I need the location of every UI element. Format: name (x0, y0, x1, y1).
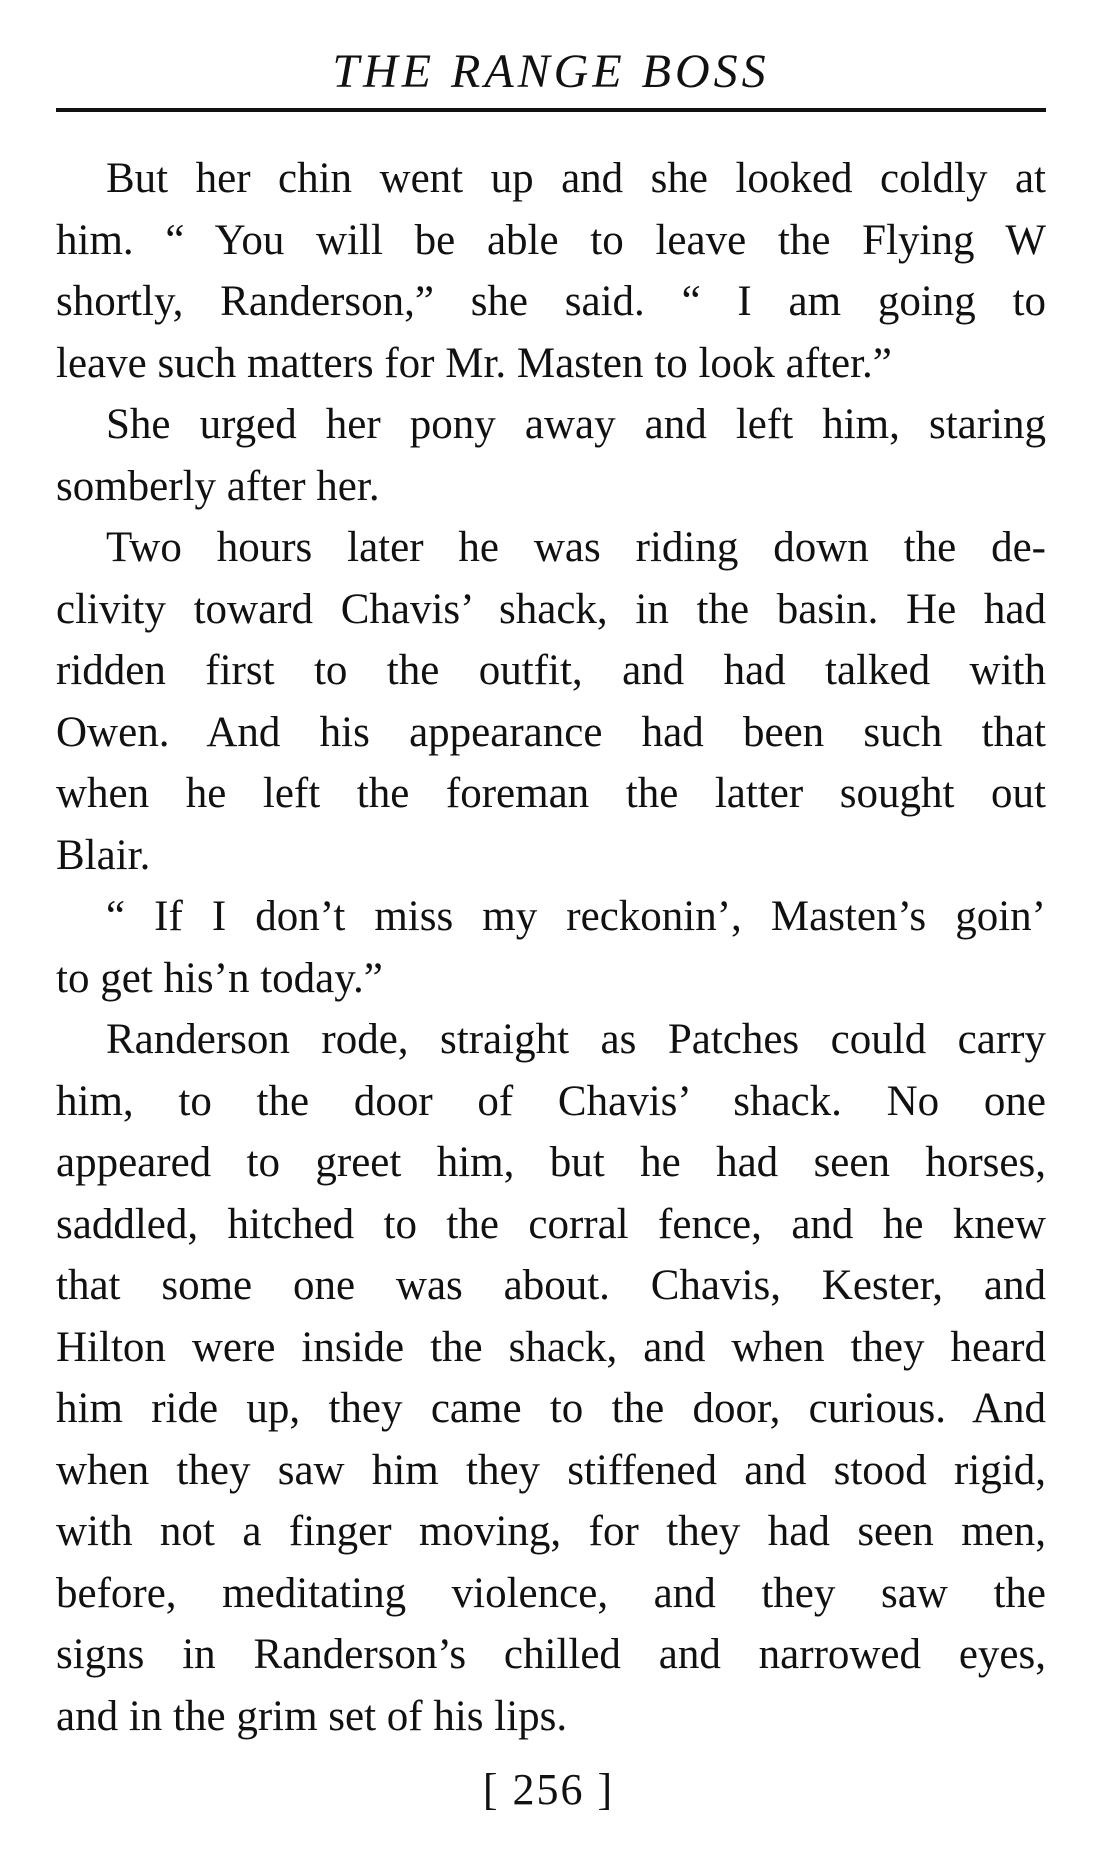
text-line: him ride up, they came to the door, curious. And (56, 1385, 1046, 1432)
text-line: to get his’n today.” (56, 954, 383, 1002)
text-line: clivity toward Chavis’ shack, in the basin. He had (56, 585, 1046, 633)
text-line: appeared to greet him, but he had seen horses, (56, 1139, 1046, 1186)
text-line: Randerson rode, straight as Patches could carry (106, 1016, 1046, 1063)
text-line: She urged her pony away and left him, staring (106, 401, 1046, 448)
text-line: somberly after her. (56, 462, 380, 510)
page-number: [ 256 ] (482, 1765, 615, 1814)
text-line: and in the grim set of his lips. (56, 1692, 568, 1740)
text-line: when they saw him they stiffened and stood rigid, (56, 1446, 1046, 1494)
text-line: him. “ You will be able to leave the Flying W (56, 216, 1046, 264)
text-line: Two hours later he was riding down the de- (106, 524, 1046, 571)
text-line: with not a finger moving, for they had seen men, (56, 1508, 1046, 1555)
text-line: “ If I don’t miss my reckonin’, Masten’s goin’ (106, 893, 1046, 940)
text-line: Hilton were inside the shack, and when they heard (56, 1323, 1046, 1371)
text-line: leave such matters for Mr. Masten to look after.” (56, 339, 892, 387)
text-line: Owen. And his appearance had been such that (56, 708, 1046, 756)
text-line: him, to the door of Chavis’ shack. No one (56, 1077, 1046, 1125)
text-line: when he left the foreman the latter sought out (56, 770, 1046, 817)
text-line: But her chin went up and she looked coldly at (106, 155, 1046, 202)
text-line: signs in Randerson’s chilled and narrowed eyes, (56, 1631, 1046, 1678)
text-line: Blair. (56, 831, 151, 879)
running-title: THE RANGE BOSS (332, 45, 770, 98)
text-line: ridden first to the outfit, and had talked with (56, 647, 1046, 694)
header-rule (56, 108, 1046, 112)
text-line: before, meditating violence, and they saw the (56, 1569, 1046, 1617)
text-line: that some one was about. Chavis, Kester, and (56, 1262, 1046, 1309)
text-line: saddled, hitched to the corral fence, and he knew (56, 1200, 1046, 1248)
body-text (56, 148, 1046, 1747)
text-line: shortly, Randerson,” she said. “ I am going to (56, 278, 1046, 325)
